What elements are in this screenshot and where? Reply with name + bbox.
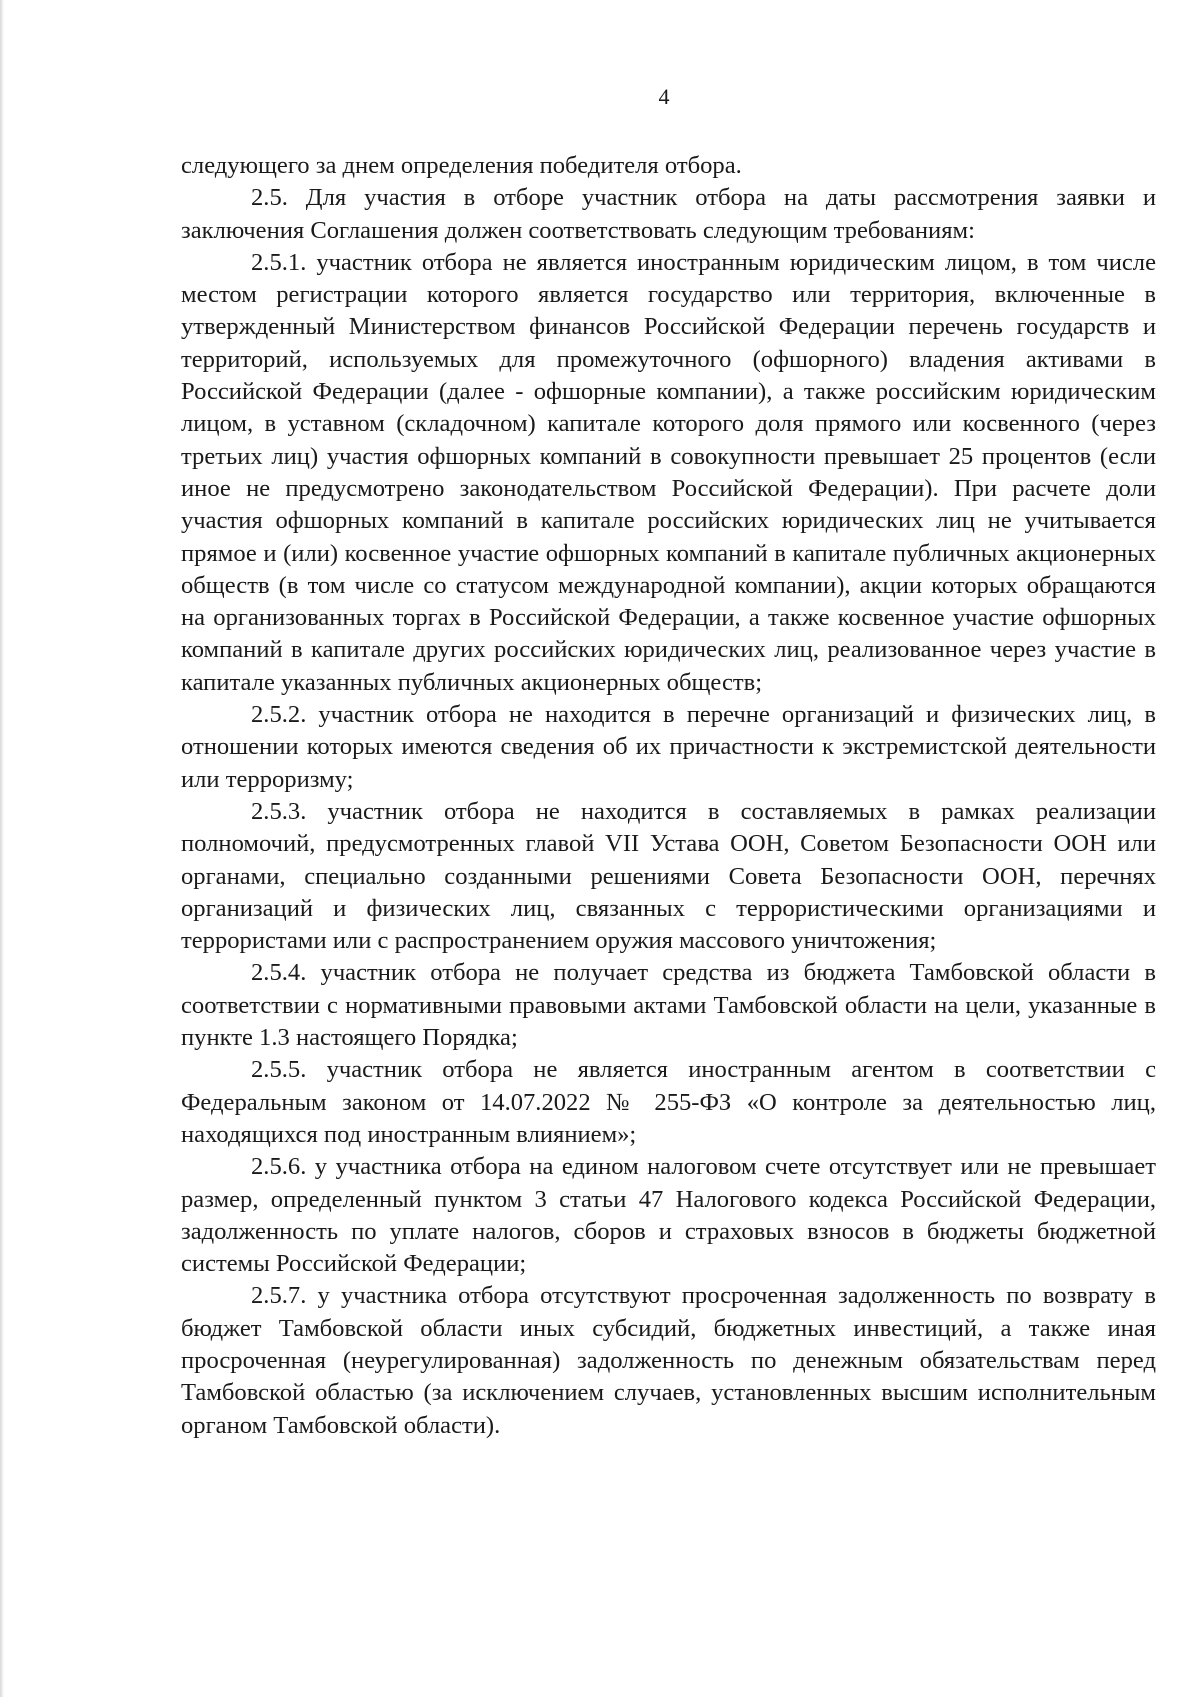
paragraph-2-5-1: 2.5.1. участник отбора не является иностранным юридическим лицом, в том числе местом регистрации которого является государство или территория, включенные в утвержденный Министерством финансов Российской Федерации перечень государств и территорий, используемых для промежуточного (офшорного) владения активами в Российской Федерации (далее - офшорные компании), а также российским юридическим лицом, в уставном (складочном) капитале которого доля прямого или косвенного (через третьих лиц) участия офшорных компаний в совокупности превышает 25 процентов (если иное не предусмотрено законодательством Российской Федерации). При расчете доли участия офшорных компаний в капитале российских юридических лиц не учитывается прямое и (или) косвенное участие офшорных компаний в капитале публичных акционерных обществ (в том числе со статусом международной компании), акции которых обращаются на организованных торгах в Российской Федерации, а также косвенное участие офшорных компаний в капитале других российских юридических лиц, реализованное через участие в капитале указанных публичных акционерных обществ; xyxy=(181,248,1156,696)
paragraph-continuation: следующего за днем определения победителя отбора. xyxy=(181,152,742,179)
page-number: 4 xyxy=(658,84,670,109)
paragraph-2-5-2: 2.5.2. участник отбора не находится в перечне организаций и физических лиц, в отношении которых имеются сведения об их причастности к экстремистской деятельности или терроризму; xyxy=(181,701,1156,793)
scan-edge xyxy=(0,0,4,1697)
paragraph-2-5-3: 2.5.3. участник отбора не находится в составляемых в рамках реализации полномочий, предусмотренных главой VII Устава ООН, Советом Безопасности ООН или органами, специально созданными решениями Совета Безопасности ООН, перечнях организаций и физических лиц, связанных с террористическими организациями и террористами или с распространением оружия массового уничтожения; xyxy=(181,797,1156,955)
document-body xyxy=(181,150,1156,1442)
paragraph-2-5-5: 2.5.5. участник отбора не является иностранным агентом в соответствии с Федеральным законом от 14.07.2022 № 255-ФЗ «О контроле за деятельностью лиц, находящихся под иностранным влиянием»; xyxy=(181,1056,1156,1148)
paragraph-2-5-4: 2.5.4. участник отбора не получает средства из бюджета Тамбовской области в соответствии с нормативными правовыми актами Тамбовской области на цели, указанные в пункте 1.3 настоящего Порядка; xyxy=(181,959,1156,1052)
paragraph-2-5-6: 2.5.6. у участника отбора на едином налоговом счете отсутствует или не превышает размер, определенный пунктом 3 статьи 47 Налогового кодекса Российской Федерации, задолженность по уплате налогов, сборов и страховых взносов в бюджеты бюджетной системы Российской Федерации; xyxy=(181,1153,1156,1278)
paragraph-2-5: 2.5. Для участия в отборе участник отбора на даты рассмотрения заявки и заключения Соглашения должен соответствовать следующим требованиям: xyxy=(181,184,1156,244)
paragraph-2-5-7: 2.5.7. у участника отбора отсутствуют просроченная задолженность по возврату в бюджет Тамбовской области иных субсидий, бюджетных инвестиций, а также иная просроченная (неурегулированная) задолженность по денежным обязательствам перед Тамбовской областью (за исключением случаев, установленных высшим исполнительным органом Тамбовской области). xyxy=(181,1282,1156,1439)
